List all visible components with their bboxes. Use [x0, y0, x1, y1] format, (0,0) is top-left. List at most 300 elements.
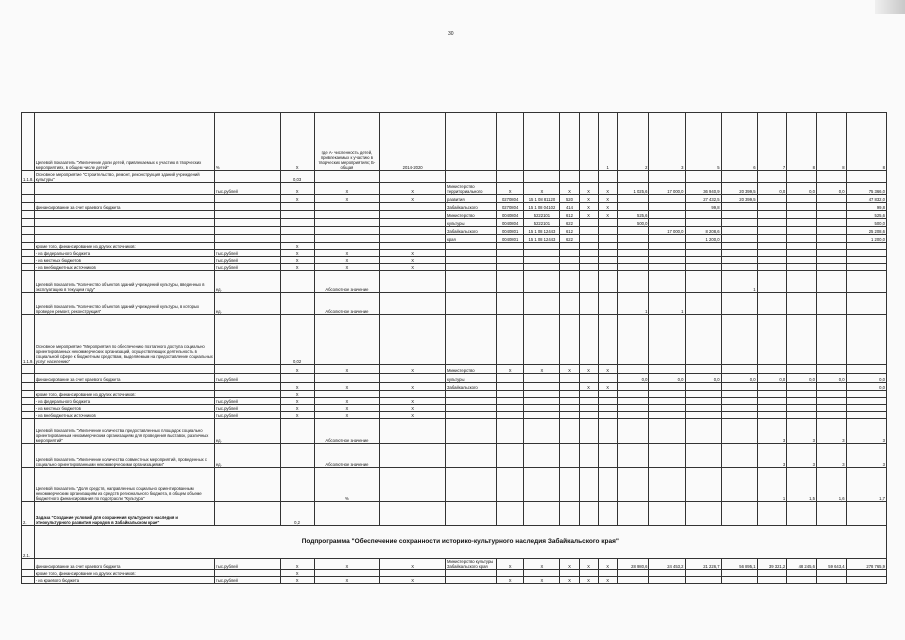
- row-label: - из федерального бюджета: [34, 398, 214, 405]
- table-cell: [598, 264, 617, 271]
- table-cell: [787, 391, 817, 398]
- table-cell: [380, 293, 446, 315]
- table-cell: [579, 398, 598, 405]
- table-cell: [816, 227, 846, 235]
- table-cell: [524, 271, 560, 293]
- table-cell: развития: [445, 195, 496, 203]
- table-cell: Х: [598, 577, 617, 584]
- table-cell: [496, 271, 524, 293]
- table-cell: [496, 468, 524, 502]
- table-cell: [685, 365, 721, 374]
- table-cell: [617, 391, 649, 398]
- table-cell: [721, 419, 757, 444]
- table-cell: [280, 227, 314, 235]
- table-cell: 48 245,6: [787, 559, 817, 570]
- table-cell: [598, 257, 617, 264]
- table-cell: [757, 577, 787, 584]
- table-row: [22, 250, 887, 257]
- table-cell: 17 000,0: [649, 183, 685, 195]
- table-cell: 8 208,6: [685, 227, 721, 235]
- table-cell: 20 399,5: [721, 195, 757, 203]
- row-label: кроме того, финансирование из других источников:: [34, 570, 214, 577]
- table-cell: [816, 171, 846, 183]
- table-cell: [649, 315, 685, 365]
- table-cell: 3: [816, 419, 846, 444]
- table-cell: [280, 374, 314, 383]
- table-cell: [579, 271, 598, 293]
- table-cell: 1: [649, 293, 685, 315]
- table-cell: ед.: [214, 293, 280, 315]
- table-cell: Х: [380, 183, 446, 195]
- table-cell: 1: [757, 468, 787, 502]
- table-cell: [816, 195, 846, 203]
- table-cell: [445, 419, 496, 444]
- table-cell: Х: [560, 365, 579, 374]
- table-cell: [757, 570, 787, 577]
- table-cell: [579, 468, 598, 502]
- table-cell: 520: [560, 195, 579, 203]
- table-cell: [314, 502, 380, 526]
- table-cell: [721, 243, 757, 250]
- row-label: Целевой показатель "Увеличение количества предоставленных площадок социально ориентированным некоммерческим организациям для проведения выставок, различных мероприятий": [34, 419, 214, 444]
- table-cell: Х: [496, 577, 524, 584]
- table-cell: [685, 577, 721, 584]
- table-cell: [757, 195, 787, 203]
- row-number: [22, 257, 35, 264]
- table-cell: [649, 419, 685, 444]
- table-cell: [649, 570, 685, 577]
- table-cell: [787, 412, 817, 419]
- table-cell: 15 1 08 04102: [524, 203, 560, 211]
- table-row: [22, 203, 887, 211]
- table-cell: [280, 293, 314, 315]
- table-cell: [214, 468, 280, 502]
- row-number: [22, 468, 35, 502]
- table-cell: [598, 171, 617, 183]
- row-label: [34, 195, 214, 203]
- table-cell: 1 200,0: [685, 235, 721, 243]
- table-cell: [816, 250, 846, 257]
- table-row: [22, 235, 887, 243]
- table-cell: [214, 315, 280, 365]
- table-cell: [579, 219, 598, 227]
- table-cell: [314, 211, 380, 219]
- row-label: - из местных бюджетов: [34, 405, 214, 412]
- table-cell: Х: [280, 365, 314, 374]
- table-cell: [579, 419, 598, 444]
- table-cell: [380, 243, 446, 250]
- table-cell: [816, 219, 846, 227]
- row-label: Задача "Создание условий для сохранения культурного наследия и этнокультурного развития народов в Забайкальском крае": [34, 502, 214, 526]
- table-cell: [721, 264, 757, 271]
- table-cell: тыс.рублей: [214, 374, 280, 383]
- table-cell: [816, 235, 846, 243]
- table-cell: [846, 257, 886, 264]
- table-cell: [757, 315, 787, 365]
- table-cell: Х: [598, 203, 617, 211]
- table-row: [22, 526, 887, 559]
- table-cell: [721, 171, 757, 183]
- row-number: [22, 211, 35, 219]
- table-cell: [280, 235, 314, 243]
- table-cell: [816, 391, 846, 398]
- table-cell: [380, 271, 446, 293]
- table-cell: [757, 171, 787, 183]
- table-cell: 8: [816, 113, 846, 171]
- row-number: [22, 195, 35, 203]
- table-cell: Х: [598, 183, 617, 195]
- table-cell: Х: [579, 211, 598, 219]
- table-row: [22, 243, 887, 250]
- table-cell: [496, 315, 524, 365]
- table-cell: [579, 391, 598, 398]
- table-cell: [787, 293, 817, 315]
- table-cell: [380, 391, 446, 398]
- table-cell: [380, 171, 446, 183]
- table-cell: [496, 171, 524, 183]
- table-cell: [685, 243, 721, 250]
- row-label: - из местных бюджетов: [34, 257, 214, 264]
- table-cell: 0,0: [816, 183, 846, 195]
- table-cell: [445, 243, 496, 250]
- table-cell: [579, 444, 598, 468]
- table-cell: [579, 113, 598, 171]
- table-cell: [524, 383, 560, 391]
- table-cell: 612: [560, 227, 579, 235]
- row-label: [34, 365, 214, 374]
- table-cell: [685, 293, 721, 315]
- table-cell: Х: [496, 365, 524, 374]
- table-cell: [757, 203, 787, 211]
- table-cell: [846, 365, 886, 374]
- table-cell: 1,7: [846, 468, 886, 502]
- table-cell: Х: [380, 264, 446, 271]
- table-cell: [445, 250, 496, 257]
- table-cell: [445, 391, 496, 398]
- table-cell: [380, 235, 446, 243]
- table-cell: 0,0: [685, 374, 721, 383]
- table-cell: Х: [280, 577, 314, 584]
- table-cell: 0,0: [816, 374, 846, 383]
- table-cell: [496, 405, 524, 412]
- table-row: [22, 419, 887, 444]
- table-cell: 278 765,9: [846, 559, 886, 570]
- row-number: [22, 293, 35, 315]
- table-cell: [846, 315, 886, 365]
- table-cell: Х: [524, 577, 560, 584]
- table-cell: [214, 211, 280, 219]
- table-cell: ед.: [214, 271, 280, 293]
- table-cell: 59 643,4: [816, 559, 846, 570]
- table-cell: [280, 468, 314, 502]
- table-cell: [685, 391, 721, 398]
- table-row: [22, 171, 887, 183]
- table-cell: Забайкальского: [445, 227, 496, 235]
- row-number: [22, 183, 35, 195]
- row-label: Целевой показатель "Количество объектов зданий учреждений культуры, в которых проведен ремонт, реконструкция": [34, 293, 214, 315]
- table-cell: [721, 315, 757, 365]
- table-cell: 36 940,9: [685, 183, 721, 195]
- table-cell: Х: [380, 412, 446, 419]
- table-cell: 24 453,2: [649, 559, 685, 570]
- table-cell: Х: [314, 250, 380, 257]
- table-cell: [380, 374, 446, 383]
- row-label: Целевой показатель "Увеличение количества совместных мероприятий, проведенных с социально ориентированными некоммерческими организациями": [34, 444, 214, 468]
- table-row: [22, 264, 887, 271]
- table-cell: [649, 243, 685, 250]
- table-cell: [445, 570, 496, 577]
- table-cell: [649, 398, 685, 405]
- table-cell: 0,2: [280, 502, 314, 526]
- table-cell: [496, 383, 524, 391]
- row-label: [34, 219, 214, 227]
- table-cell: [816, 577, 846, 584]
- table-cell: [757, 235, 787, 243]
- table-cell: [598, 235, 617, 243]
- table-cell: [846, 577, 886, 584]
- table-cell: [617, 383, 649, 391]
- table-cell: [721, 365, 757, 374]
- table-cell: 28 980,6: [617, 559, 649, 570]
- table-cell: [649, 405, 685, 412]
- table-cell: [787, 250, 817, 257]
- table-cell: 2014-2020: [380, 113, 446, 171]
- table-cell: где А- численность детей, привлекаемых к участию в творческих мероприятиях; Б- общая: [314, 113, 380, 171]
- table-cell: 3: [787, 444, 817, 468]
- table-cell: Х: [380, 559, 446, 570]
- table-cell: [524, 264, 560, 271]
- table-cell: Х: [560, 577, 579, 584]
- table-cell: 622: [560, 219, 579, 227]
- table-cell: [721, 468, 757, 502]
- table-cell: Абсолютное значение: [314, 444, 380, 468]
- table-cell: 1 200,0: [846, 235, 886, 243]
- table-cell: Х: [280, 398, 314, 405]
- table-cell: Х: [496, 559, 524, 570]
- table-cell: [617, 419, 649, 444]
- table-cell: [579, 315, 598, 365]
- table-cell: [685, 250, 721, 257]
- table-cell: [496, 398, 524, 405]
- table-cell: 56 895,1: [721, 559, 757, 570]
- table-cell: Х: [280, 405, 314, 412]
- table-cell: 3: [757, 444, 787, 468]
- table-cell: 0,0: [757, 374, 787, 383]
- table-cell: Х: [314, 257, 380, 264]
- row-number: [22, 203, 35, 211]
- row-label: Целевой показатель "Увеличение доли детей, привлекаемых к участию в творческих мероприятиях, в общем числе детей": [34, 113, 214, 171]
- table-cell: [757, 293, 787, 315]
- table-cell: [445, 315, 496, 365]
- table-cell: [579, 570, 598, 577]
- table-cell: Абсолютное значение: [314, 419, 380, 444]
- table-cell: Х: [560, 559, 579, 570]
- table-cell: [380, 468, 446, 502]
- table-cell: [598, 405, 617, 412]
- table-cell: тыс.рублей: [214, 398, 280, 405]
- table-cell: [380, 502, 446, 526]
- table-row: [22, 398, 887, 405]
- table-cell: Забайкальского: [445, 383, 496, 391]
- table-cell: [560, 398, 579, 405]
- table-cell: тыс.рублей: [214, 257, 280, 264]
- table-cell: Х: [579, 365, 598, 374]
- table-cell: [721, 211, 757, 219]
- table-cell: [445, 398, 496, 405]
- table-cell: [214, 171, 280, 183]
- table-cell: [598, 315, 617, 365]
- table-cell: 99,8: [846, 203, 886, 211]
- table-cell: [617, 365, 649, 374]
- table-cell: 1 025,6: [617, 183, 649, 195]
- table-cell: 1: [598, 113, 617, 171]
- table-cell: [617, 570, 649, 577]
- table-cell: 0,0: [721, 374, 757, 383]
- row-number: 2.1.: [22, 526, 35, 559]
- row-number: [22, 577, 35, 584]
- table-cell: 6: [721, 113, 757, 171]
- table-cell: Х: [314, 398, 380, 405]
- table-cell: [649, 257, 685, 264]
- table-cell: 0040804: [496, 211, 524, 219]
- table-cell: 0270804: [496, 195, 524, 203]
- table-cell: [846, 293, 886, 315]
- row-number: [22, 383, 35, 391]
- table-cell: [649, 250, 685, 257]
- table-cell: [787, 570, 817, 577]
- table-cell: [524, 419, 560, 444]
- table-cell: [314, 391, 380, 398]
- table-row: [22, 559, 887, 570]
- table-cell: [787, 405, 817, 412]
- table-cell: Х: [380, 195, 446, 203]
- table-cell: [757, 398, 787, 405]
- table-cell: [787, 398, 817, 405]
- table-cell: [685, 257, 721, 264]
- table-cell: [560, 502, 579, 526]
- table-cell: [445, 444, 496, 468]
- table-cell: культуры: [445, 219, 496, 227]
- table-row: [22, 405, 887, 412]
- table-cell: [524, 398, 560, 405]
- table-cell: 0,0: [649, 374, 685, 383]
- table-cell: 15 1 08 81120: [524, 195, 560, 203]
- table-cell: 3: [757, 419, 787, 444]
- table-cell: Х: [280, 383, 314, 391]
- table-cell: 0,0: [757, 183, 787, 195]
- table-cell: [524, 502, 560, 526]
- table-cell: [280, 419, 314, 444]
- table-cell: 39 321,2: [757, 559, 787, 570]
- table-cell: 525,6: [617, 211, 649, 219]
- table-cell: [649, 195, 685, 203]
- table-row: [22, 211, 887, 219]
- table-cell: [445, 293, 496, 315]
- table-cell: [649, 271, 685, 293]
- table-cell: [314, 315, 380, 365]
- table-row: [22, 412, 887, 419]
- row-label: [34, 227, 214, 235]
- table-cell: [685, 315, 721, 365]
- table-cell: [721, 502, 757, 526]
- table-cell: [524, 315, 560, 365]
- table-cell: Х: [380, 257, 446, 264]
- table-cell: 15 1 08 12443: [524, 227, 560, 235]
- table-cell: [816, 383, 846, 391]
- table-cell: [598, 419, 617, 444]
- table-cell: 0270804: [496, 203, 524, 211]
- table-cell: [617, 264, 649, 271]
- row-label: [34, 383, 214, 391]
- scan-edge-mark: [875, 0, 905, 14]
- table-cell: [787, 264, 817, 271]
- table-cell: тыс.рублей: [214, 264, 280, 271]
- table-cell: [787, 171, 817, 183]
- row-number: [22, 559, 35, 570]
- table-cell: [816, 502, 846, 526]
- table-cell: [445, 264, 496, 271]
- row-number: 1.1.9.: [22, 315, 35, 365]
- table-cell: Х: [579, 195, 598, 203]
- table-cell: [496, 374, 524, 383]
- table-cell: 3: [649, 113, 685, 171]
- table-row: [22, 391, 887, 398]
- table-cell: Министерство: [445, 365, 496, 374]
- table-cell: [846, 391, 886, 398]
- table-cell: [846, 502, 886, 526]
- table-cell: [649, 211, 685, 219]
- table-cell: [214, 391, 280, 398]
- table-cell: Х: [524, 365, 560, 374]
- table-cell: [524, 391, 560, 398]
- table-cell: Х: [579, 183, 598, 195]
- table-cell: [846, 250, 886, 257]
- row-number: 2.: [22, 502, 35, 526]
- table-cell: [721, 398, 757, 405]
- table-cell: 7: [757, 113, 787, 171]
- table-cell: Министерство культуры Забайкальского края: [445, 559, 496, 570]
- table-cell: [445, 577, 496, 584]
- table-cell: [685, 570, 721, 577]
- table-cell: Х: [598, 365, 617, 374]
- table-cell: [380, 211, 446, 219]
- table-cell: [787, 315, 817, 365]
- table-cell: [787, 235, 817, 243]
- table-cell: Х: [380, 398, 446, 405]
- table-cell: [280, 271, 314, 293]
- table-cell: 0,03: [280, 171, 314, 183]
- table-cell: [816, 264, 846, 271]
- table-cell: [579, 502, 598, 526]
- table-cell: Х: [280, 264, 314, 271]
- table-cell: [721, 412, 757, 419]
- row-label: - из внебюджетных источников: [34, 412, 214, 419]
- table-cell: 1: [617, 293, 649, 315]
- table-cell: [280, 219, 314, 227]
- table-cell: тыс.рублей: [214, 250, 280, 257]
- row-label: Целевой показатель "Доля средств, направленных социально ориентированным некоммерческим организациям из средств регионального бюджета, в общем объеме бюджетного финансирования по подотрасли "Культура": [34, 468, 214, 502]
- row-label: - из федерального бюджета: [34, 250, 214, 257]
- table-row: [22, 374, 887, 383]
- table-cell: Х: [560, 183, 579, 195]
- table-cell: [685, 383, 721, 391]
- table-cell: Х: [598, 211, 617, 219]
- table-cell: [685, 419, 721, 444]
- table-cell: тыс.рублей: [214, 183, 280, 195]
- table-cell: [579, 293, 598, 315]
- table-cell: [685, 444, 721, 468]
- table-cell: 2: [617, 113, 649, 171]
